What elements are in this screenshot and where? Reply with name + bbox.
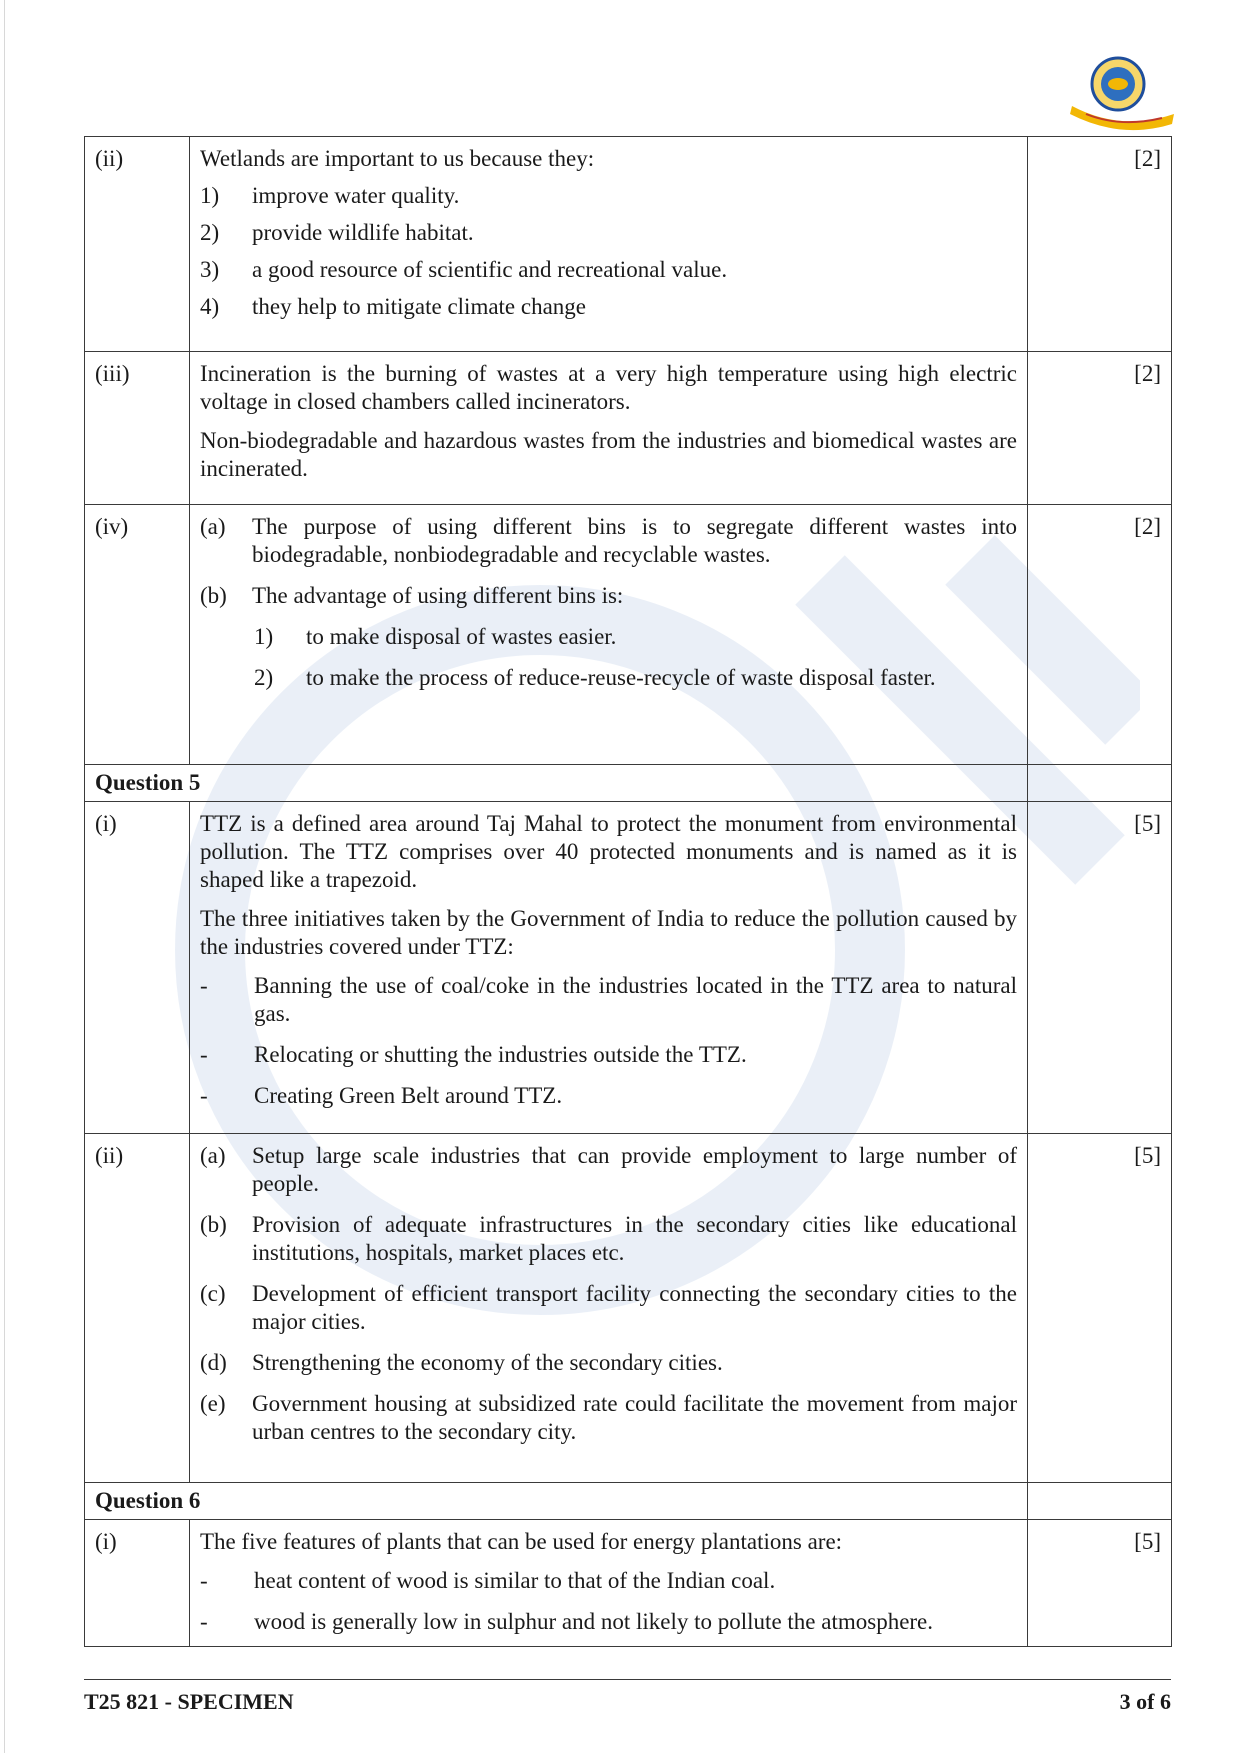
item-label: (b) [200, 583, 227, 608]
item-label: - [200, 1042, 208, 1067]
item-text: The advantage of using different bins is: [252, 583, 624, 608]
list-item [200, 582, 1017, 610]
item-label: (b) [200, 1212, 227, 1237]
list-item [200, 1608, 1017, 1636]
list-item [200, 1082, 1017, 1110]
answer-intro: The five features of plants that can be used for energy plantations are: [200, 1529, 843, 1554]
item-label: (a) [200, 1143, 226, 1168]
answer-table [84, 136, 1172, 1647]
cisce-logo [1066, 54, 1176, 134]
table-row [85, 505, 1172, 765]
marks-cell: [5] [1028, 802, 1172, 1134]
table-row [85, 802, 1172, 1134]
page-number: 3 of 6 [1119, 1689, 1171, 1714]
item-text: provide wildlife habitat. [252, 220, 474, 245]
marks-cell: [2] [1028, 352, 1172, 505]
item-text: heat content of wood is similar to that of the Indian coal. [254, 1568, 776, 1593]
table-row [85, 765, 1172, 802]
item-text: to make disposal of wastes easier. [306, 624, 617, 649]
item-text: wood is generally low in sulphur and not likely to pollute the atmosphere. [254, 1609, 934, 1634]
question-number: (iii) [85, 352, 190, 505]
table-row [85, 137, 1172, 352]
item-label: - [200, 973, 208, 998]
item-label: 2) [254, 665, 274, 690]
list-item [254, 623, 1017, 651]
item-label: - [200, 1083, 208, 1108]
list-item [200, 1280, 1017, 1336]
answer-paragraph: Non-biodegradable and hazardous wastes from the industries and biomedical wastes are incinerated. [200, 428, 1017, 481]
section-heading: Question 5 [85, 765, 1028, 802]
question-number: (iv) [85, 505, 190, 765]
list-item [200, 513, 1017, 569]
item-text: Provision of adequate infrastructures in the secondary cities like educational institutions, hospitals, market places etc. [252, 1212, 1017, 1265]
list-item [200, 293, 1017, 321]
item-text: to make the process of reduce-reuse-recycle of waste disposal faster. [306, 665, 936, 690]
answer-cell [190, 802, 1028, 1134]
item-text: The purpose of using different bins is to segregate different wastes into biodegradable, nonbiodegradable and recyclable wastes. [252, 514, 1017, 567]
item-label: 4) [200, 294, 220, 319]
list-item [200, 1349, 1017, 1377]
answer-paragraph: TTZ is a defined area around Taj Mahal to protect the monument from environmental pollution. The TTZ comprises over 40 protected monuments and is named as it is shaped like a trapezoid. [200, 811, 1017, 892]
paper-code: T25 821 - SPECIMEN [84, 1689, 294, 1714]
item-label: 2) [200, 220, 220, 245]
list-item [200, 1041, 1017, 1069]
item-text: Setup large scale industries that can provide employment to large number of people. [252, 1143, 1017, 1196]
item-label: 3) [200, 257, 220, 282]
list-item [200, 1211, 1017, 1267]
item-label: 1) [254, 624, 274, 649]
item-text: Creating Green Belt around TTZ. [254, 1083, 563, 1108]
item-label: (c) [200, 1281, 226, 1306]
answer-paragraph: The three initiatives taken by the Government of India to reduce the pollution caused by the industries covered under TTZ: [200, 906, 1017, 959]
table-row [85, 1134, 1172, 1483]
list-item [200, 182, 1017, 210]
empty-cell [1028, 765, 1172, 802]
list-item [254, 664, 1017, 692]
page-footer [84, 1679, 1171, 1716]
item-text: Relocating or shutting the industries outside the TTZ. [254, 1042, 747, 1067]
list-item [200, 219, 1017, 247]
item-label: - [200, 1609, 208, 1634]
item-label: (d) [200, 1350, 227, 1375]
marks-cell: [2] [1028, 137, 1172, 352]
question-number: (ii) [85, 137, 190, 352]
answer-cell [190, 1520, 1028, 1647]
item-text: Development of efficient transport facility connecting the secondary cities to the major cities. [252, 1281, 1017, 1334]
list-item [200, 256, 1017, 284]
item-text: improve water quality. [252, 183, 460, 208]
item-label: (a) [200, 514, 226, 539]
list-item [200, 1142, 1017, 1198]
item-text: a good resource of scientific and recreational value. [252, 257, 728, 282]
empty-cell [1028, 1483, 1172, 1520]
list-item [200, 1567, 1017, 1595]
answer-cell [190, 1134, 1028, 1483]
answer-cell [190, 505, 1028, 765]
item-text: Strengthening the economy of the secondary cities. [252, 1350, 723, 1375]
item-text: they help to mitigate climate change [252, 294, 587, 319]
question-number: (i) [85, 802, 190, 1134]
item-label: - [200, 1568, 208, 1593]
question-number: (ii) [85, 1134, 190, 1483]
item-label: (e) [200, 1391, 226, 1416]
answer-cell [190, 352, 1028, 505]
answer-intro: Wetlands are important to us because they: [200, 146, 595, 171]
list-item [200, 1390, 1017, 1446]
item-text: Government housing at subsidized rate could facilitate the movement from major urban centres to the secondary city. [252, 1391, 1017, 1444]
table-row [85, 1520, 1172, 1647]
page-edge-line [4, 0, 5, 1753]
marks-cell: [5] [1028, 1520, 1172, 1647]
answer-paragraph: Incineration is the burning of wastes at a very high temperature using high electric voltage in closed chambers called incinerators. [200, 361, 1017, 414]
marks-cell: [2] [1028, 505, 1172, 765]
item-label: 1) [200, 183, 220, 208]
table-row [85, 352, 1172, 505]
answer-cell [190, 137, 1028, 352]
marks-cell: [5] [1028, 1134, 1172, 1483]
table-row [85, 1483, 1172, 1520]
section-heading: Question 6 [85, 1483, 1028, 1520]
item-text: Banning the use of coal/coke in the industries located in the TTZ area to natural gas. [254, 973, 1017, 1026]
question-number: (i) [85, 1520, 190, 1647]
list-item [200, 972, 1017, 1028]
